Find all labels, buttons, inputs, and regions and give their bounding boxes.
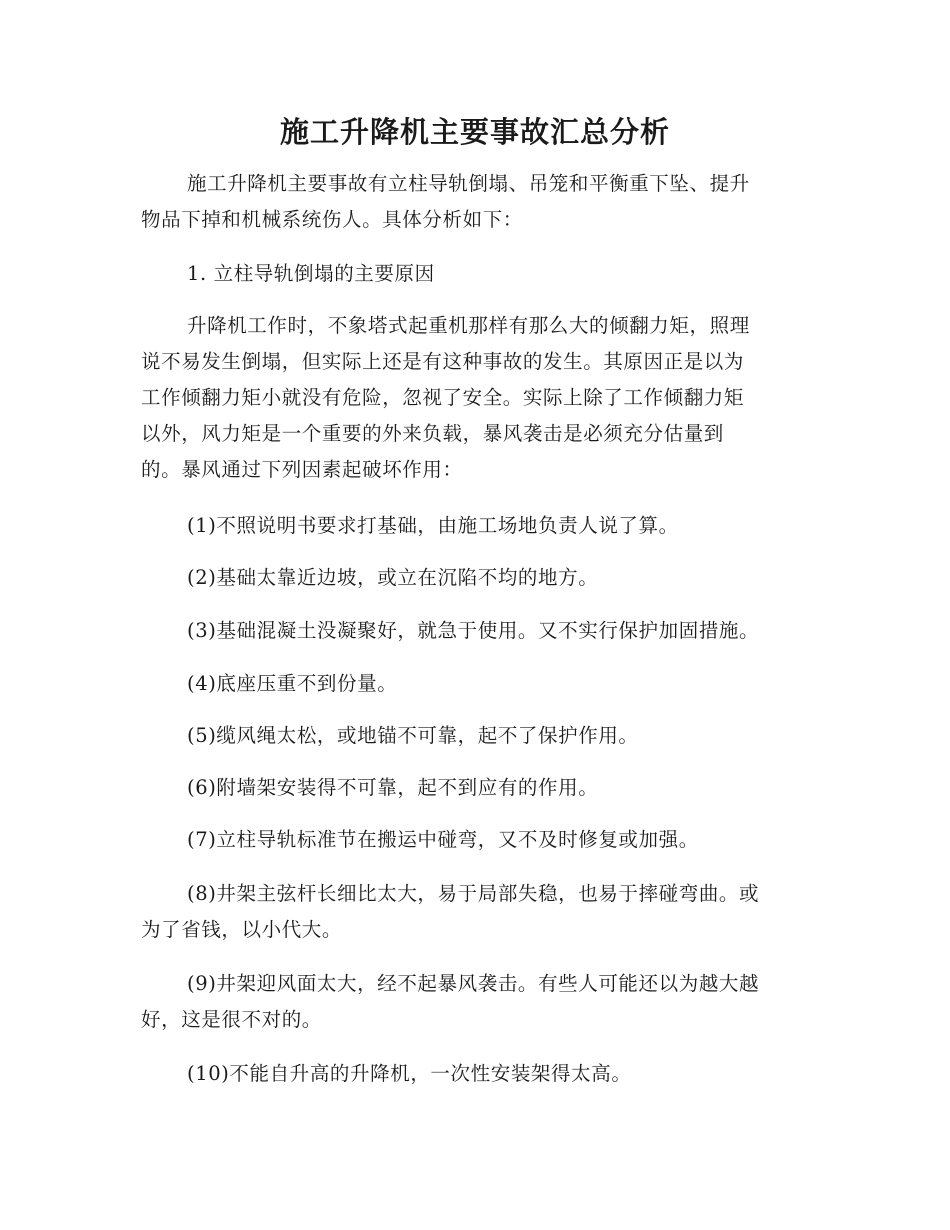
section-1-line-3: 工作倾翻力矩小就没有危险，忽视了安全。实际上除了工作倾翻力矩 bbox=[141, 386, 745, 409]
list-item-5: (5)缆风绳太松，或地锚不可靠，起不了保护作用。 bbox=[187, 724, 639, 747]
section-1-heading bbox=[141, 256, 806, 292]
list-item bbox=[141, 666, 806, 702]
list-item-10: (10)不能自升高的升降机，一次性安装架得太高。 bbox=[187, 1062, 632, 1085]
list-item bbox=[141, 560, 806, 596]
list-item-8-line-1: (8)井架主弦杆长细比太大，易于局部失稳，也易于摔碰弯曲。或 bbox=[187, 882, 760, 905]
list-item bbox=[141, 876, 806, 948]
list-item-6: (6)附墙架安装得不可靠，起不到应有的作用。 bbox=[187, 776, 599, 799]
section-1-line-2: 说不易发生倒塌，但实际上还是有这种事故的发生。其原因正是以为 bbox=[141, 350, 745, 373]
list-item-9-line-2: 好，这是很不对的。 bbox=[141, 1008, 322, 1031]
document-title: 施工升降机主要事故汇总分析 bbox=[279, 115, 670, 149]
section-1-paragraph bbox=[141, 308, 806, 488]
intro-line-1: 施工升降机主要事故有立柱导轨倒塌、吊笼和平衡重下坠、提升 bbox=[187, 172, 750, 195]
list-item bbox=[141, 718, 806, 754]
section-1-line-5: 的。暴风通过下列因素起破坏作用： bbox=[141, 458, 463, 481]
section-1-line-4: 以外，风力矩是一个重要的外来负载，暴风袭击是必须充分估量到 bbox=[141, 422, 724, 445]
list-item-9-line-1: (9)井架迎风面太大，经不起暴风袭击。有些人可能还以为越大越 bbox=[187, 972, 760, 995]
intro-paragraph bbox=[141, 166, 806, 238]
list-item bbox=[141, 508, 806, 544]
list-item-4: (4)底座压重不到份量。 bbox=[187, 672, 398, 695]
list-item-7: (7)立柱导轨标准节在搬运中碰弯，又不及时修复或加强。 bbox=[187, 828, 699, 851]
list-item-8-line-2: 为了省钱，以小代大。 bbox=[141, 918, 343, 941]
section-1-line-1: 升降机工作时，不象塔式起重机那样有那么大的倾翻力矩，照理 bbox=[187, 314, 750, 337]
list-item-1: (1)不照说明书要求打基础，由施工场地负责人说了算。 bbox=[187, 514, 679, 537]
section-1-heading-text: 1. 立柱导轨倒塌的主要原因 bbox=[187, 262, 435, 285]
list-item bbox=[141, 613, 806, 649]
list-item bbox=[141, 822, 806, 858]
list-item bbox=[141, 966, 806, 1038]
intro-line-2: 物品下掉和机械系统伤人。具体分析如下： bbox=[141, 208, 523, 231]
list-item bbox=[141, 1056, 806, 1092]
list-item bbox=[141, 770, 806, 806]
list-item-2: (2)基础太靠近边坡，或立在沉陷不均的地方。 bbox=[187, 566, 599, 589]
list-item-3: (3)基础混凝土没凝聚好，就急于使用。又不实行保护加固措施。 bbox=[187, 619, 760, 642]
